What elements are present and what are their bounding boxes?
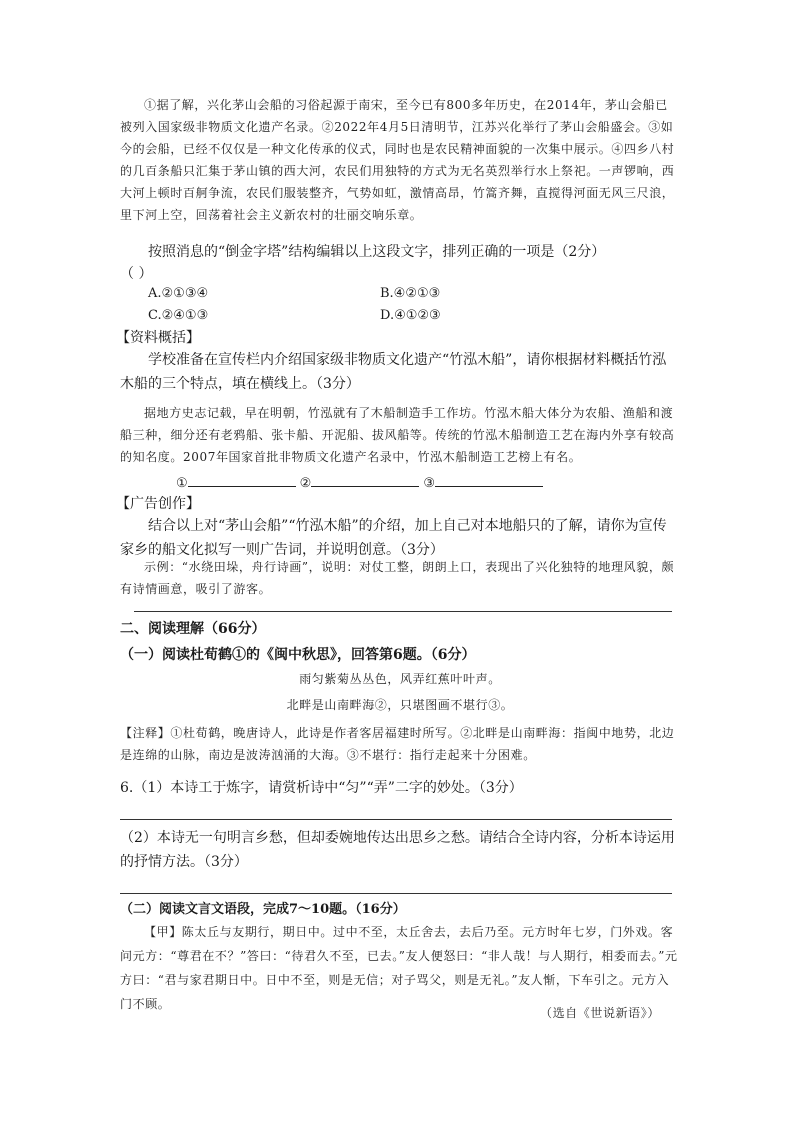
summary-blanks [176, 472, 547, 496]
ad-example: 示例：“水绕田垛，舟行诗画”，说明：对仗工整，朗朗上口，表现出了兴化独特的地理风貌，颇有诗情画意，吸引了游客。 [120, 560, 675, 596]
answer-parentheses[interactable]: （ ） [120, 266, 153, 282]
option-b[interactable]: B.④②①③ [380, 286, 441, 301]
part2-title: （二）阅读文言文语段，完成7～10题。（16分） [120, 902, 406, 917]
ad-prompt: 结合以上对“茅山会船”“竹泓木船”的介绍，加上自己对本地船只的了解，请你为宣传家乡的船文化拟写一则广告词，并说明创意。（3分） [120, 518, 667, 558]
poem-note-block [120, 722, 680, 766]
answer-line-ad[interactable] [134, 611, 672, 612]
option-d[interactable]: D.④①②③ [380, 308, 441, 323]
answer-line-6-1[interactable] [120, 819, 672, 820]
summary-material: 据地方史志记载，早在明朝，竹泓就有了木船制造手工作坊。竹泓木船大体分为农船、渔船和渡船三种，细分还有老鸦船、张卡船、开泥船、拔风船等。传统的竹泓木船制造工艺在海内外享有较高的知名度。2007年国家首批非物质文化遗产名录中，竹泓木船制造工艺榜上有名。 [120, 406, 675, 464]
poem-line-2: 北畔是山南畔海②，只堪图画不堪行③。 [286, 698, 514, 712]
poem-line-1: 雨匀紫菊丛丛色，风弄红蕉叶叶声。 [299, 672, 501, 686]
answer-blank-3[interactable] [435, 472, 543, 487]
order-question-stem: 按照消息的“倒金字塔”结构编辑以上这段文字，排列正确的一项是（2分） [148, 244, 606, 260]
section2-title: 二、阅读理解（66分） [120, 621, 266, 637]
ad-prompt-block [120, 514, 680, 562]
question-6-2: （2）本诗无一句明言乡愁，但却委婉地传达出思乡之愁。请结合全诗内容，分析本诗运用的抒情方法。（3分） [120, 830, 675, 870]
classical-text: 【甲】陈太丘与友期行，期日中。过中不至，太丘舍去，去后乃至。元方时年七岁，门外戏。客问元方：“尊君在不？”答曰：“待君久不至，已去。”友人便怒曰：“非人哉！与人期行，相委而去。”元方曰：“君与家君期日中。日中不至，则是无信；对子骂父，则是无礼。”友人惭，下车引之。元方入门不顾。 [120, 925, 678, 1011]
classical-source: （选自《世说新语》） [539, 1006, 660, 1020]
answer-blank-1[interactable] [188, 472, 296, 487]
question-6-2-block [120, 826, 680, 874]
blank-label-1: ① [176, 476, 188, 491]
summary-prompt: 学校准备在宣传栏内介绍国家级非物质文化遗产“竹泓木船”，请你根据材料概括竹泓木船的三个特点，填在横线上。（3分） [120, 352, 667, 392]
news-passage-text: ①据了解，兴化茅山会船的习俗起源于南宋，至今已有800多年历史，在2014年，茅山会船已被列入国家级非物质文化遗产名录。②2022年4月5日清明节，江苏兴化举行了茅山会船盛会。③如今的会船，已经不仅仅是一种文化传承的仪式，同时也是农民精神面貌的一次集中展示。④四乡八村的几百条船只汇集于茅山镇的西大河，农民们用独特的方式为无名英烈举行水上祭祀。一声锣响，西大河上顿时百舸争流，农民们服装整齐，气势如虹，激情高昂，竹篙齐舞，直搅得河面无风三尺浪，里下河上空，回荡着社会主义新农村的壮丽交响乐章。 [120, 98, 675, 222]
ad-heading: 【广告创作】 [116, 496, 200, 512]
option-c[interactable]: C.②④①③ [148, 308, 209, 323]
poem-note: 【注释】①杜荀鹤，晚唐诗人，此诗是作者客居福建时所写。②北畔是山南畔海：指闽中地势，北边是连绵的山脉，南边是波涛汹涌的大海。③不堪行：指行走起来十分困难。 [120, 726, 675, 762]
blank-label-2: ② [299, 476, 312, 491]
news-passage [120, 94, 680, 226]
ad-example-block [120, 556, 680, 600]
question-6-1: 6.（1）本诗工于炼字，请赏析诗中“匀”“弄”二字的妙处。（3分） [120, 780, 523, 796]
summary-material-block [120, 402, 680, 468]
answer-blank-2[interactable] [311, 472, 419, 487]
order-question [120, 240, 680, 264]
option-a[interactable]: A.②①③④ [148, 286, 209, 301]
part1-title: （一）阅读杜荀鹤①的《闽中秋思》，回答第6题。（6分） [120, 647, 476, 663]
blank-label-3: ③ [423, 476, 435, 491]
summary-prompt-block [120, 348, 680, 396]
summary-heading: 【资料概括】 [116, 330, 200, 346]
answer-line-6-2[interactable] [120, 893, 672, 894]
